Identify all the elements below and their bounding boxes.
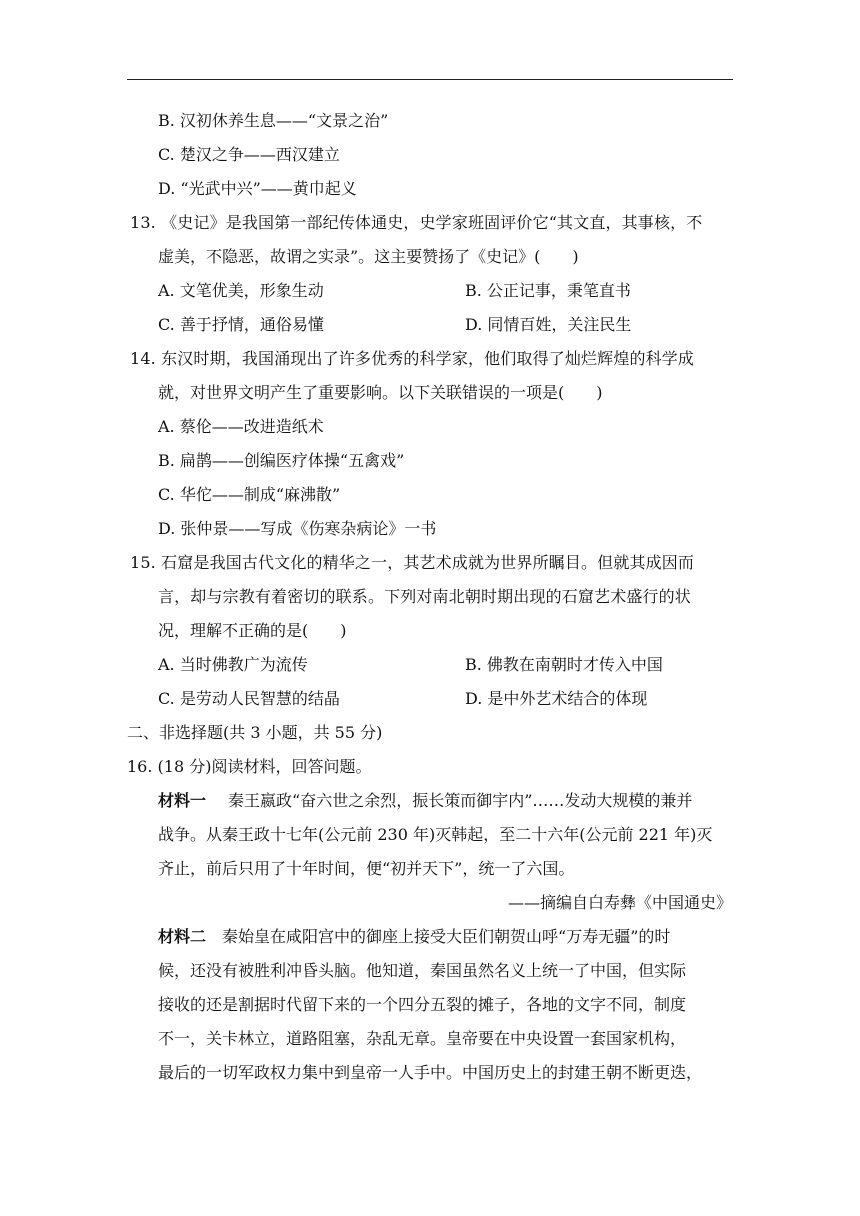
- q16-material2-line4: 不一，关卡林立，道路阻塞，杂乱无章。皇帝要在中央设置一套国家机构，: [158, 1029, 687, 1048]
- q12-option-b: B. 汉初休养生息——“文景之治”: [158, 111, 389, 130]
- q14-stem-line1: 14. 东汉时期，我国涌现出了许多优秀的科学家，他们取得了灿烂辉煌的科学成: [130, 349, 695, 368]
- section-heading: 二、非选择题(共 3 小题，共 55 分): [127, 723, 383, 742]
- q16-material1-line1: [158, 791, 692, 811]
- q15-option-c: C. 是劳动人民智慧的结晶: [158, 689, 340, 708]
- q16-material2-line1: [158, 927, 670, 947]
- q13-option-a: A. 文笔优美，形象生动: [158, 281, 324, 300]
- q16-material2-line5: 最后的一切军政权力集中到皇帝一人手中。中国历史上的封建王朝不断更迭，: [158, 1063, 703, 1082]
- q14-option-b: B. 扁鹊——创编医疗体操“五禽戏”: [158, 451, 405, 470]
- q12-option-c: C. 楚汉之争——西汉建立: [158, 145, 340, 164]
- q16-head: 16. (18 分)阅读材料，回答问题。: [127, 757, 372, 776]
- q15-option-d: D. 是中外艺术结合的体现: [465, 689, 648, 708]
- q13-stem-line2: 虚美，不隐恶，故谓之实录”。这主要赞扬了《史记》( ): [158, 247, 579, 266]
- q13-option-b: B. 公正记事，秉笔直书: [465, 281, 631, 300]
- q15-option-a: A. 当时佛教广为流传: [158, 655, 308, 674]
- q14-option-a: A. 蔡伦——改进造纸术: [158, 417, 324, 436]
- q14-option-c: C. 华佗——制成“麻沸散”: [158, 485, 341, 504]
- q13-option-d: D. 同情百姓，关注民生: [465, 315, 632, 334]
- material1-text1: 秦王嬴政“奋六世之余烈，振长策而御宇内”……发动大规模的兼并: [228, 791, 693, 810]
- q12-option-d: D. “光武中兴”——黄巾起义: [158, 179, 357, 198]
- q15-stem-line1: 15. 石窟是我国古代文化的精华之一，其艺术成就为世界所瞩目。但就其成因而: [130, 553, 695, 572]
- q16-material2-line3: 接收的还是割据时代留下来的一个四分五裂的摊子，各地的文字不同，制度: [158, 995, 687, 1014]
- material1-label: 材料一: [158, 791, 207, 810]
- material2-label: 材料二: [158, 927, 207, 946]
- q15-stem-line2: 言，却与宗教有着密切的联系。下列对南北朝时期出现的石窟艺术盛行的状: [158, 587, 691, 606]
- q16-material2-line2: 候，还没有被胜利冲昏头脑。他知道，秦国虽然名义上统一了中国，但实际: [158, 961, 687, 980]
- q16-material1-source: ——摘编自白寿彝《中国通史》: [507, 893, 732, 912]
- q15-option-b: B. 佛教在南朝时才传入中国: [465, 655, 663, 674]
- material2-text1: 秦始皇在咸阳宫中的御座上接受大臣们朝贺山呼“万寿无疆”的时: [222, 927, 671, 946]
- q16-material1-line2: 战争。从秦王政十七年(公元前 230 年)灭韩起，至二十六年(公元前 221 年)灭: [158, 825, 713, 844]
- header-rule: [127, 79, 733, 80]
- q14-stem-line2: 就，对世界文明产生了重要影响。以下关联错误的一项是( ): [158, 383, 603, 402]
- q16-material1-line3: 齐止，前后只用了十年时间，便“初并天下”，统一了六国。: [158, 859, 575, 878]
- q13-stem-line1: 13. 《史记》是我国第一部纪传体通史，史学家班固评价它“其文直，其事核，不: [130, 213, 703, 232]
- q15-stem-line3: 况，理解不正确的是( ): [158, 621, 347, 640]
- q14-option-d: D. 张仲景——写成《伤寒杂病论》一书: [158, 519, 437, 538]
- q13-option-c: C. 善于抒情，通俗易懂: [158, 315, 324, 334]
